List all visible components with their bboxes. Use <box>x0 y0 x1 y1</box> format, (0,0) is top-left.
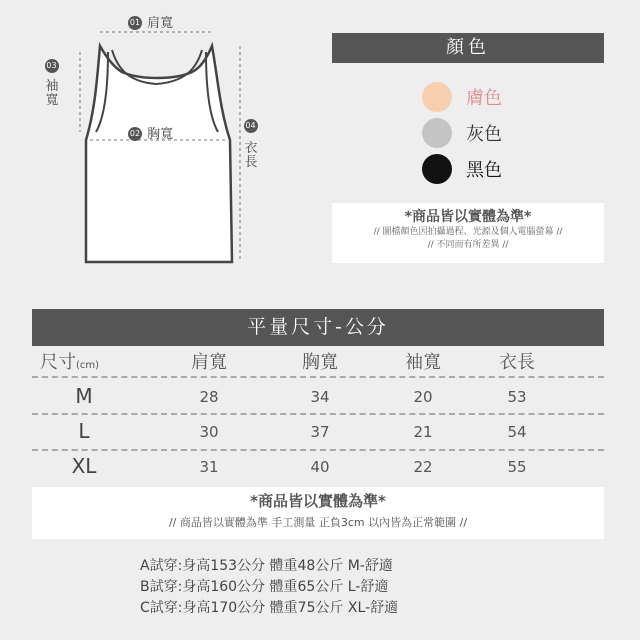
column-header-chest: 胸寬 <box>302 352 338 373</box>
color-option-gray[interactable] <box>422 117 502 149</box>
color-note-title: *商品皆以實體為準* <box>404 209 532 225</box>
color-note-line1: // 圖檔顏色因拍攝過程、光源及個人電腦螢幕 // <box>373 227 563 237</box>
size-disclaimer <box>32 487 604 539</box>
size-header-unit: (cm) <box>76 360 100 371</box>
length-label <box>243 115 258 170</box>
column-header-shoulder: 肩寬 <box>191 352 227 373</box>
row-divider <box>32 376 604 378</box>
length-text: 衣長 <box>244 141 258 170</box>
size-header-label: 尺寸 <box>40 352 76 373</box>
colors-list <box>332 63 604 200</box>
black-swatch <box>422 154 452 184</box>
sleeve-label <box>44 55 59 108</box>
table-row <box>32 449 604 485</box>
shoulder-cell: 28 <box>199 388 219 406</box>
color-option-black[interactable] <box>422 153 502 185</box>
length-cell: 55 <box>507 458 527 476</box>
chest-text: 胸寬 <box>147 127 174 142</box>
fitting-note-b: B試穿:身高160公分 體重65公斤 L-舒適 <box>140 579 389 595</box>
garment-diagram <box>0 0 320 290</box>
chest-cell: 37 <box>310 423 330 441</box>
size-note-title: *商品皆以實體為準* <box>250 492 386 510</box>
gray-swatch <box>422 118 452 148</box>
sleeve-number: 03 <box>45 59 59 73</box>
color-name: 黑色 <box>466 160 502 181</box>
color-note-line2: // 不同而有所差異 // <box>427 240 509 250</box>
shoulder-number: 01 <box>128 16 142 30</box>
column-header-length: 衣長 <box>499 352 535 373</box>
color-disclaimer <box>332 203 604 263</box>
shoulder-text: 肩寬 <box>147 16 174 31</box>
shoulder-cell: 31 <box>199 458 219 476</box>
tank-top-illustration <box>0 0 320 290</box>
length-number: 04 <box>244 119 258 133</box>
color-name: 灰色 <box>466 124 502 145</box>
chest-number: 02 <box>128 127 142 141</box>
table-row <box>32 379 604 415</box>
chest-label <box>128 123 173 142</box>
size-table-title: 平量尺寸-公分 <box>32 309 604 346</box>
chest-cell: 34 <box>310 388 330 406</box>
size-cell: XL <box>71 454 97 478</box>
size-cell: L <box>78 419 90 443</box>
size-column-header <box>40 348 130 374</box>
colors-title: 顏色 <box>332 33 604 63</box>
length-cell: 54 <box>507 423 527 441</box>
fitting-note-c: C試穿:身高170公分 體重75公斤 XL-舒適 <box>140 600 399 616</box>
table-row <box>32 414 604 450</box>
shoulder-cell: 30 <box>199 423 219 441</box>
sleeve-cell: 20 <box>413 388 433 406</box>
fitting-note-a: A試穿:身高153公分 體重48公斤 M-舒適 <box>140 558 393 574</box>
length-cell: 53 <box>507 388 527 406</box>
size-note-text: // 商品皆以實體為準 手工測量 正負3cm 以內皆為正常範圍 // <box>168 516 468 529</box>
shoulder-label <box>128 12 173 31</box>
skin-swatch <box>422 82 452 112</box>
sleeve-text: 袖寬 <box>45 79 59 108</box>
chest-cell: 40 <box>310 458 330 476</box>
column-header-sleeve: 袖寬 <box>405 352 441 373</box>
size-cell: M <box>75 384 93 408</box>
sleeve-cell: 22 <box>413 458 433 476</box>
color-option-skin[interactable] <box>422 81 502 113</box>
color-name: 膚色 <box>466 88 502 109</box>
sleeve-cell: 21 <box>413 423 433 441</box>
